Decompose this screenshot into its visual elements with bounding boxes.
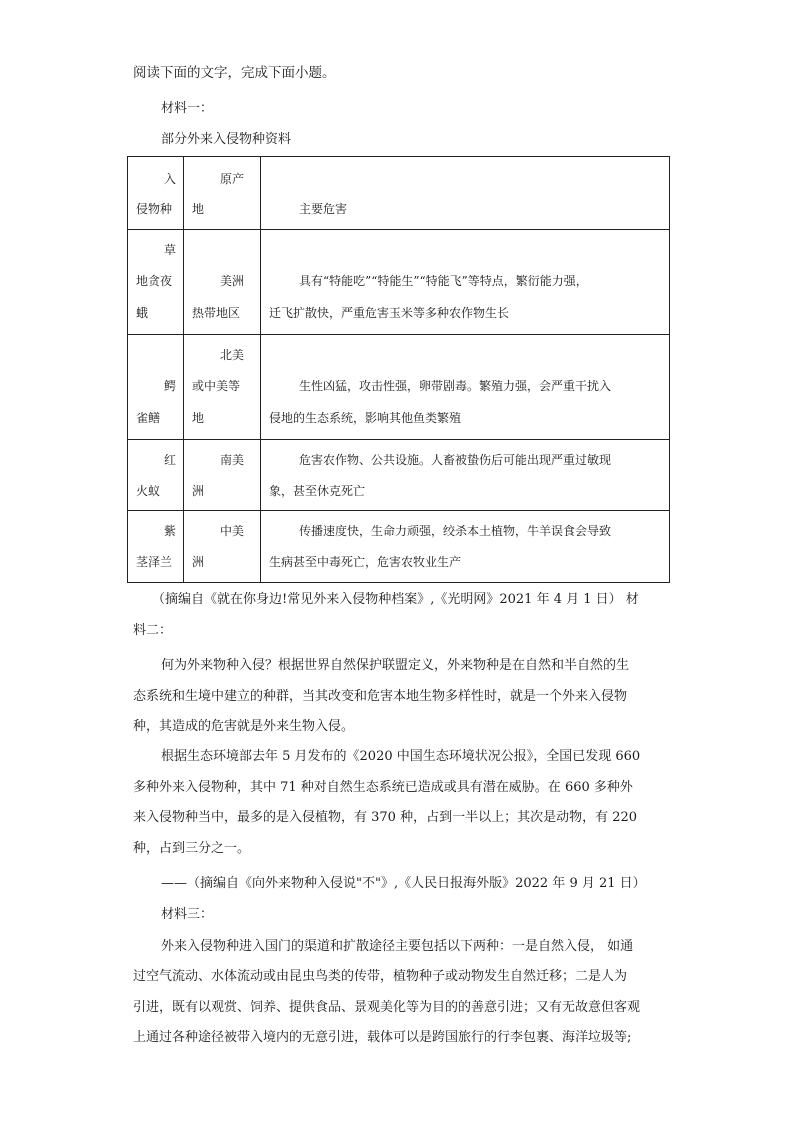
- table-row: [128, 335, 670, 440]
- harm-line1: 传播速度快，生命力顽强，绞杀本土植物，牛羊误食会导致: [299, 524, 612, 538]
- origin-line2: 热带地区: [192, 306, 241, 320]
- harm-line1: 生性凶猛，攻击性强，卵带剧毒。繁殖力强，会严重干扰入: [299, 379, 612, 393]
- harm-line2: 迁飞扩散快，严重危害玉米等多种农作物生长: [269, 306, 510, 320]
- material2-paragraph1-line: 种，其造成的危害就是外来生物入侵。: [133, 719, 355, 734]
- table-row: [128, 511, 670, 583]
- species-name-line2: 火蚁: [136, 484, 161, 498]
- table-header-row: [128, 157, 670, 230]
- harm-line2: 象，甚至休克死亡: [269, 484, 366, 498]
- material3-paragraph-line: 引进，既有以观赏、饲养、提供食品、景观美化等为目的的善意引进；又有无故意但客观: [133, 1000, 641, 1015]
- harm-line1: 危害农作物、公共设施。人畜被蛰伤后可能出现严重过敏现: [299, 453, 612, 467]
- species-name-line1: 紫: [164, 524, 177, 538]
- material2-label: 料二：: [133, 623, 173, 638]
- material3-paragraph-line: 上通过各种途径被带入境内的无意引进，载体可以是跨国旅行的行李包裹、海洋垃圾等;: [133, 1030, 632, 1045]
- species-name-line2: 雀鳝: [136, 411, 161, 425]
- header-species-line1: 入: [164, 172, 177, 186]
- origin-line2: 洲: [192, 484, 205, 498]
- origin-line3: 地: [192, 411, 205, 425]
- origin-line1: 南美: [220, 453, 245, 467]
- material2-paragraph2-line: 来入侵物种当中，最多的是入侵植物，有 370 种，占到一半以上；其次是动物，有 220: [133, 810, 638, 825]
- header-origin-line1: 原产: [220, 172, 245, 186]
- material2-paragraph2-line: 多种外来入侵物种，其中 71 种对自然生态系统已造成或具有潜在威胁。在 660 多种外: [133, 780, 633, 795]
- material3-label: 材料三：: [161, 907, 214, 922]
- species-name-line3: 蛾: [136, 306, 149, 320]
- table-row: [128, 440, 670, 511]
- material2-paragraph2-line: 根据生态环境部去年 5 月发布的《2020 中国生态环境状况公报》，全国已发现 660: [161, 749, 641, 764]
- origin-line1: 美洲: [220, 274, 245, 288]
- origin-line2: 洲: [192, 555, 205, 569]
- material2-paragraph1-line: 态系统和生境中建立的种群，当其改变和危害本地生物多样性时，就是一个外来入侵物: [133, 689, 628, 704]
- species-name-line1: 红: [164, 453, 177, 467]
- table-caption: 部分外来入侵物种资料: [161, 132, 292, 147]
- material3-paragraph-line: 过空气流动、水体流动或由昆虫鸟类的传带，植物种子或动物发生自然迁移；二是人为: [133, 969, 628, 984]
- origin-line1: 北美: [220, 348, 245, 362]
- origin-line1: 中美: [220, 524, 245, 538]
- header-origin-line2: 地: [192, 202, 205, 216]
- species-name-line1: 草: [164, 243, 177, 257]
- material3-paragraph-line: 外来入侵物种进入国门的渠道和扩散途径主要包括以下两种：一是自然入侵， 如通: [161, 939, 634, 954]
- intro-instruction: 阅读下面的文字，完成下面小题。: [133, 65, 336, 81]
- origin-line2: 或中美等: [192, 379, 241, 393]
- material1-label: 材料一：: [161, 101, 214, 116]
- invasive-species-table: [127, 156, 670, 583]
- material2-source: ——（摘编自《向外来物种入侵说"不"》,《人民日报海外版》2022 年 9 月 21 日）: [161, 876, 646, 891]
- harm-line2: 生病甚至中毒死亡，危害农牧业生产: [269, 555, 462, 569]
- material2-paragraph1-line: 何为外来物种入侵？根据世界自然保护联盟定义，外来物种是在自然和半自然的生: [161, 658, 630, 673]
- species-name-line2: 茎泽兰: [136, 555, 173, 569]
- species-name-line1: 鳄: [164, 379, 177, 393]
- species-name-line2: 地贪夜: [136, 274, 173, 288]
- material1-source: （摘编自《就在你身边!常见外来入侵物种档案》,《光明网》2021 年 4 月 1 日） 材: [152, 592, 639, 607]
- material2-paragraph2-line: 种，占到三分之一。: [133, 841, 251, 856]
- header-species-line2: 侵物种: [136, 202, 173, 216]
- harm-line1: 具有“特能吃”“特能生”“特能飞”等特点，繁衍能力强，: [299, 274, 588, 288]
- table-row: [128, 230, 670, 335]
- harm-line2: 侵地的生态系统，影响其他鱼类繁殖: [269, 411, 462, 425]
- header-harm: 主要危害: [299, 202, 348, 216]
